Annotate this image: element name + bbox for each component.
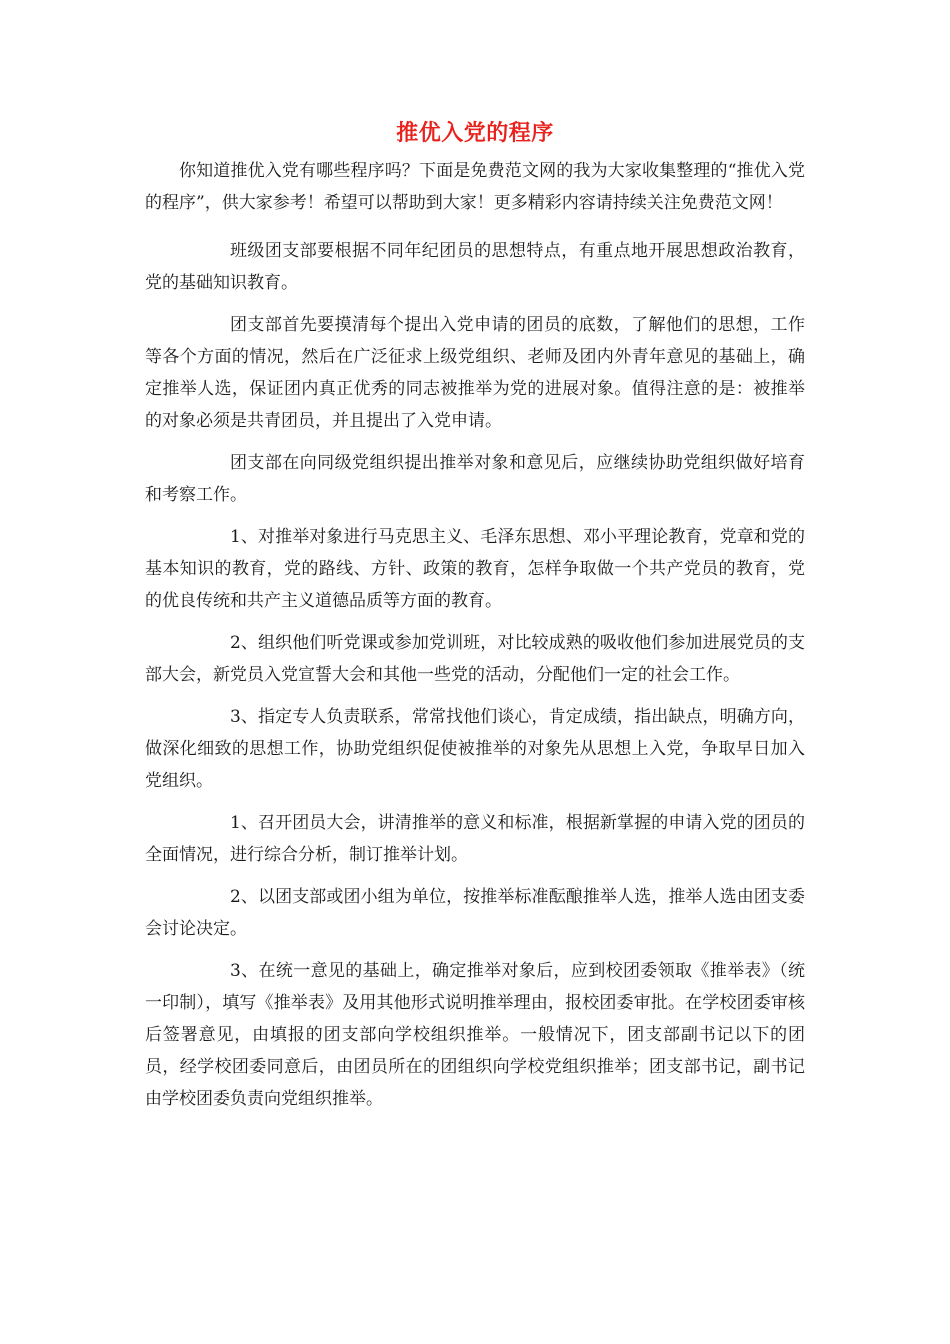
paragraph-item-1: 1、对推举对象进行马克思主义、毛泽东思想、邓小平理论教育，党章和党的基本知识的教育，党的路线、方针、政策的教育，怎样争取做一个共产党员的教育，党的优良传统和共产主义道德品质等方面的教育。 xyxy=(145,527,805,611)
document-title: 推优入党的程序 xyxy=(396,121,554,146)
paragraph-item-2: 2、组织他们听党课或参加党训班，对比较成熟的吸收他们参加进展党员的支部大会，新党员入党宣誓大会和其他一些党的活动，分配他们一定的社会工作。 xyxy=(145,633,805,685)
intro-paragraph: 你知道推优入党有哪些程序吗？下面是免费范文网的我为大家收集整理的“推优入党的程序”，供大家参考！希望可以帮助到大家！更多精彩内容请持续关注免费范文网！ xyxy=(145,161,805,213)
paragraph-training: 团支部在向同级党组织提出推举对象和意见后，应继续协助党组织做好培育和考察工作。 xyxy=(145,453,805,505)
paragraph-step-3: 3、在统一意见的基础上，确定推举对象后，应到校团委领取《推举表》（统一印制），填写《推举表》及用其他形式说明推举理由，报校团委审批。在学校团委审核后签署意见，由填报的团支部向学校组织推举。一般情况下，团支部副书记以下的团员，经学校团委同意后，由团员所在的团组织向学校党组织推举；团支部书记，副书记由学校团委负责向党组织推举。 xyxy=(145,961,805,1109)
paragraph-education: 班级团支部要根据不同年纪团员的思想特点，有重点地开展思想政治教育，党的基础知识教育。 xyxy=(145,241,805,293)
paragraph-step-1: 1、召开团员大会，讲清推举的意义和标准，根据新掌握的申请入党的团员的全面情况，进行综合分析，制订推举计划。 xyxy=(145,813,805,865)
document-body xyxy=(145,155,805,1125)
paragraph-step-2: 2、以团支部或团小组为单位，按推举标准酝酿推举人选，推举人选由团支委会讨论决定。 xyxy=(145,887,805,939)
paragraph-selection: 团支部首先要摸清每个提出入党申请的团员的底数，了解他们的思想，工作等各个方面的情况，然后在广泛征求上级党组织、老师及团内外青年意见的基础上，确定推举人选，保证团内真正优秀的同志被推举为党的进展对象。值得注意的是：被推举的对象必须是共青团员，并且提出了入党申请。 xyxy=(145,315,805,431)
paragraph-item-3: 3、指定专人负责联系，常常找他们谈心，肯定成绩，指出缺点，明确方向，做深化细致的思想工作，协助党组织促使被推举的对象先从思想上入党，争取早日加入党组织。 xyxy=(145,707,805,791)
